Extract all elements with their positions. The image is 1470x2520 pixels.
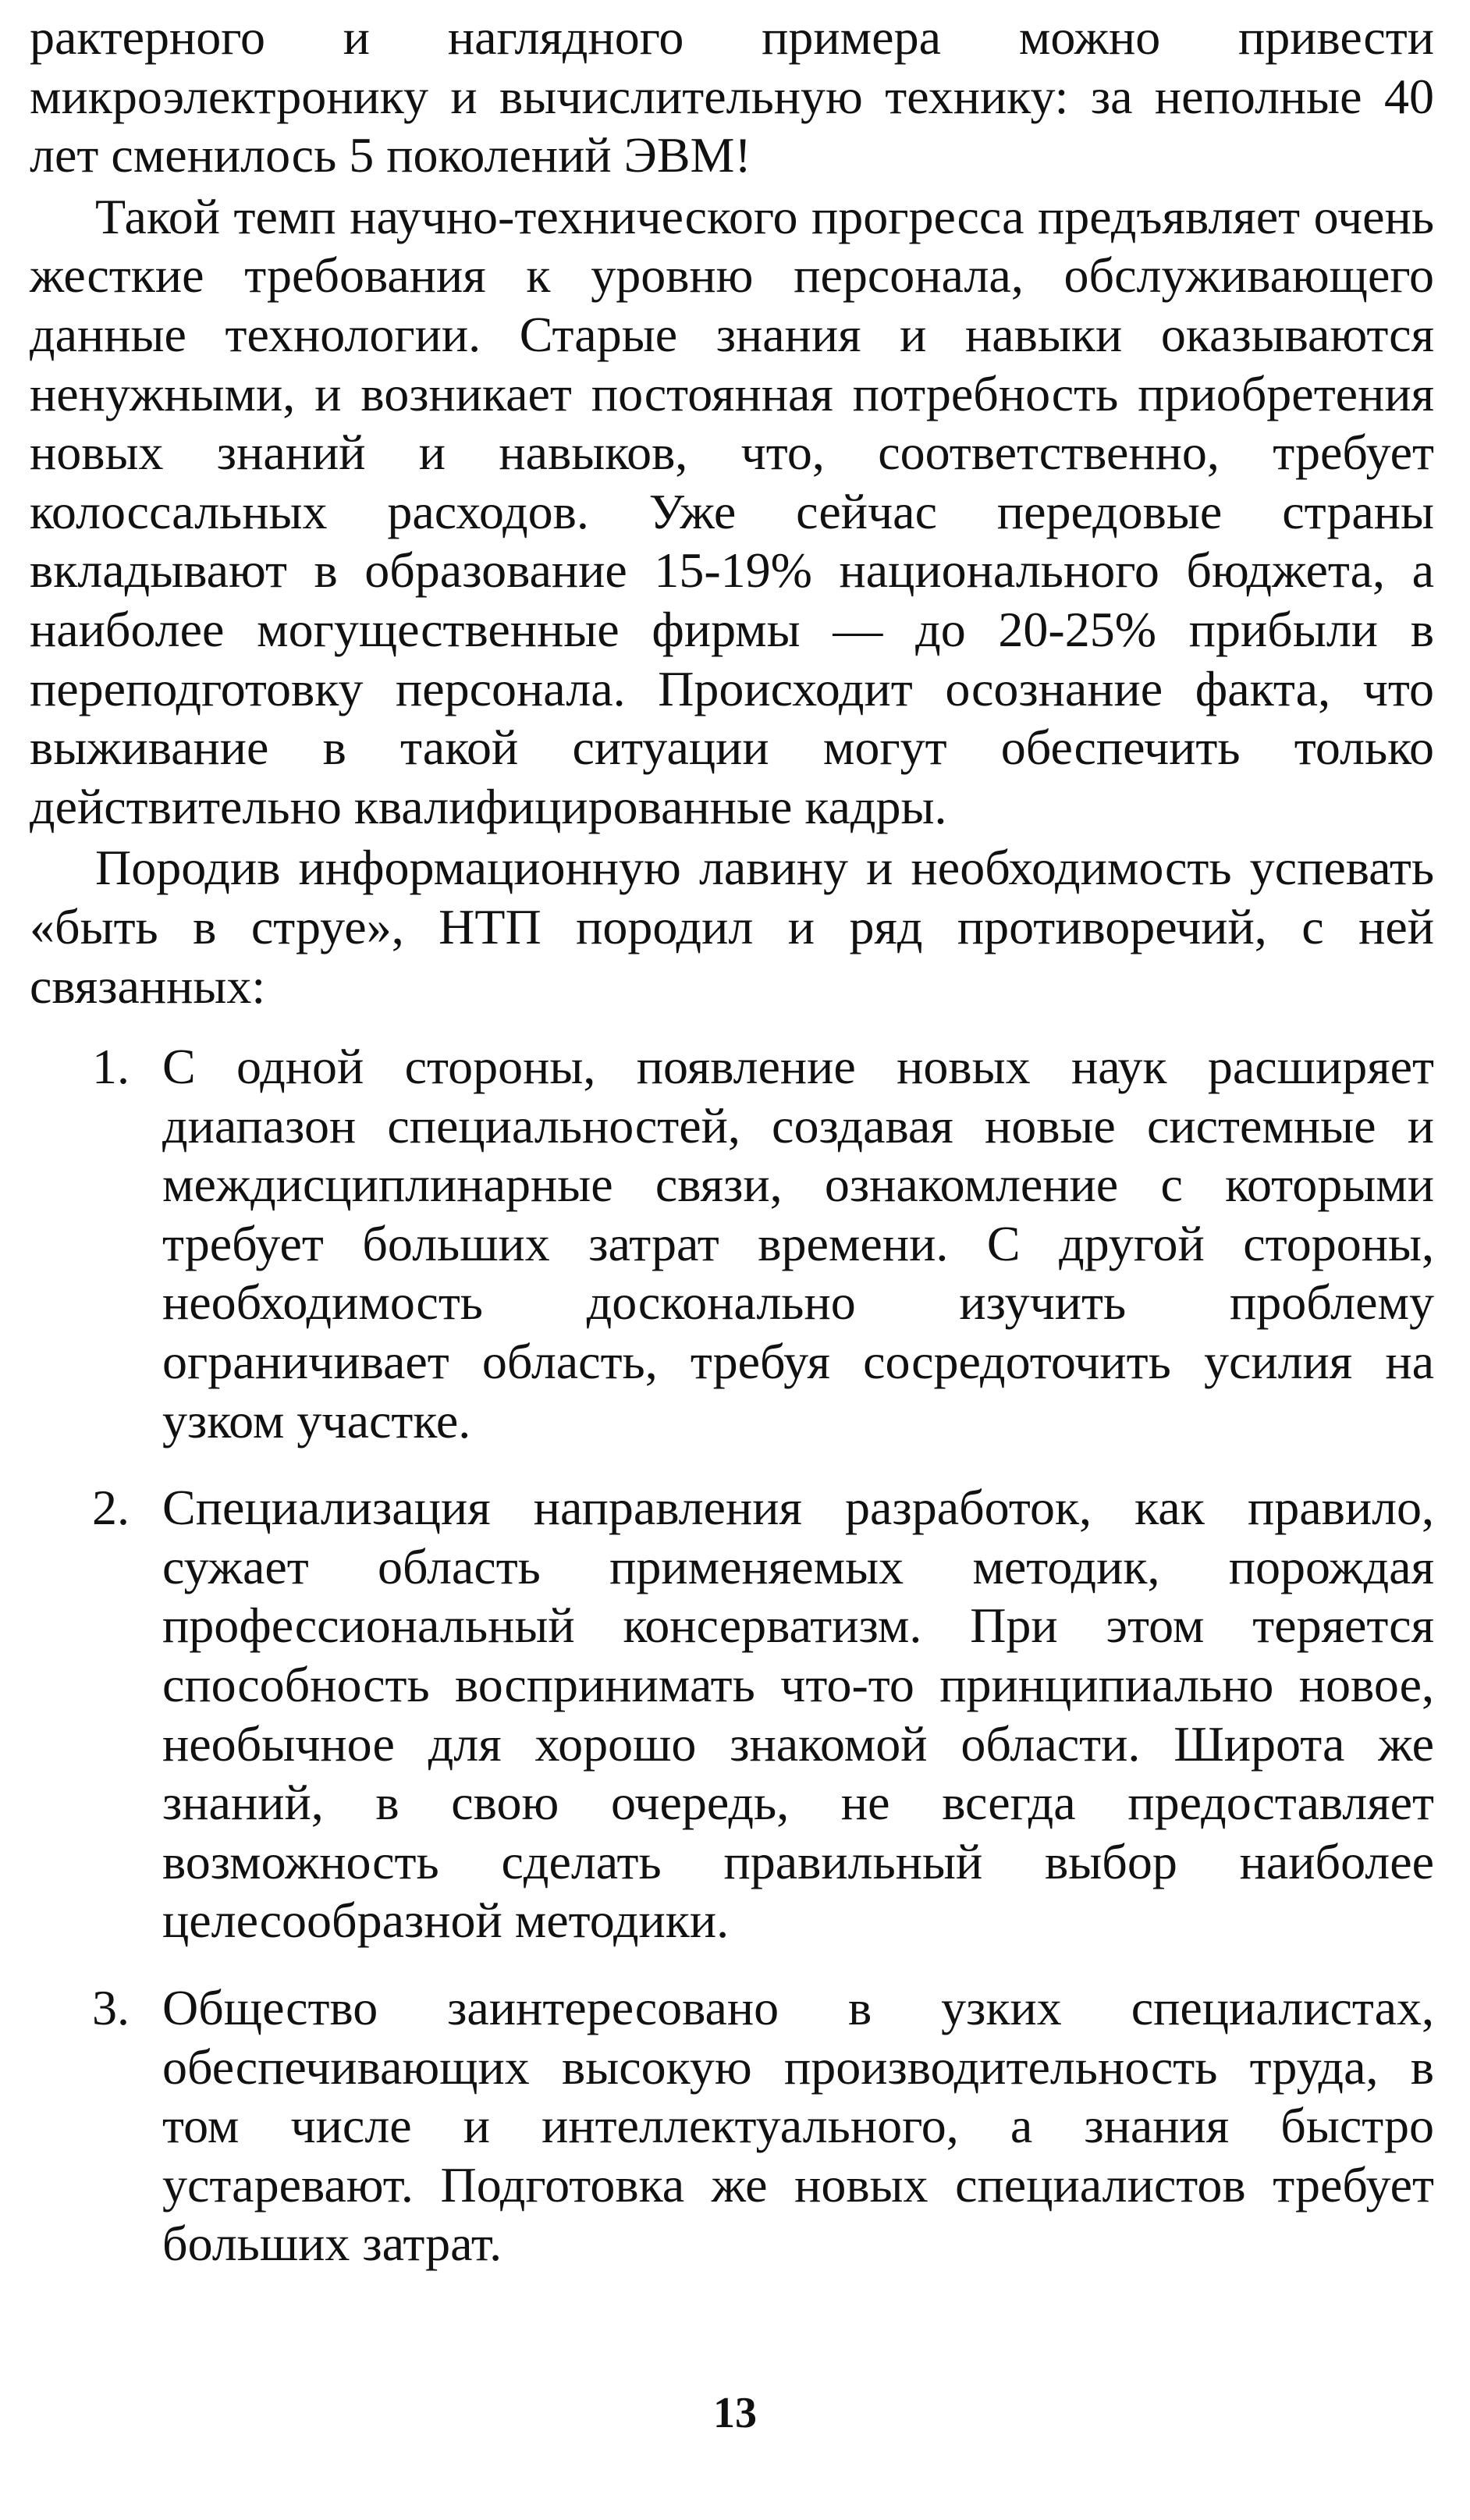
list-item-number: 2. (92, 1480, 130, 1536)
paragraph-contradictions: Породив информационную лавину и необходимость успевать «быть в струе», НТП породил и ряд противоречий, с ней связанных: (30, 840, 1434, 1014)
list-item-text: Специализация направления разработок, как правило, сужает область применяемых методик, порождая профессиональный консерватизм. При этом теряется способность воспринимать что-то принципиально новое, необычное для хорошо знакомой области. Широта же знаний, в свою очередь, не всегда предоставляет возможность сделать правильный выбор наиболее целесообразной методики. (162, 1480, 1434, 1949)
list-item-number: 1. (92, 1039, 130, 1095)
paragraph-continuation: рактерного и наглядного примера можно привести микроэлектронику и вычислительную технику: за неполные 40 лет сменилось 5 поколений ЭВМ! (30, 9, 1434, 183)
list-item-text: Общество заинтересовано в узких специалистах, обеспечивающих высокую производительность труда, в том числе и интеллектуального, а знания быстро устаревают. Подготовка же новых специалистов требует больших затрат. (162, 1980, 1434, 2272)
list-item (30, 1978, 1434, 2273)
paragraph-tempo: Такой темп научно-технического прогресса предъявляет очень жесткие требования к уровню персонала, обслуживающего данные технологии. Старые знания и навыки оказываются ненужными, и возникает постоянная потребность приобретения новых знаний и навыков, что, соответственно, требует колоссальных расходов. Уже сейчас передовые страны вкладывают в образование 15-19% национального бюджета, а наиболее могущественные фирмы — до 20-25% прибыли в переподготовку персонала. Происходит осознание факта, что выживание в такой ситуации могут обеспечить только действительно квалифицированные кадры. (30, 188, 1434, 834)
list-item (30, 1478, 1434, 1950)
contradictions-list (30, 1037, 1434, 2273)
page-number: 13 (713, 2389, 757, 2437)
list-item-number: 3. (92, 1980, 130, 2035)
list-item-text: С одной стороны, появление новых наук расширяет диапазон специальностей, создавая новые системные и междисциплинарные связи, ознакомление с которыми требует больших затрат времени. С другой стороны, необходимость досконально изучить проблему ограничивает область, требуя сосредоточить усилия на узком участке. (162, 1039, 1434, 1448)
list-item (30, 1037, 1434, 1450)
page-body (30, 8, 1434, 2301)
